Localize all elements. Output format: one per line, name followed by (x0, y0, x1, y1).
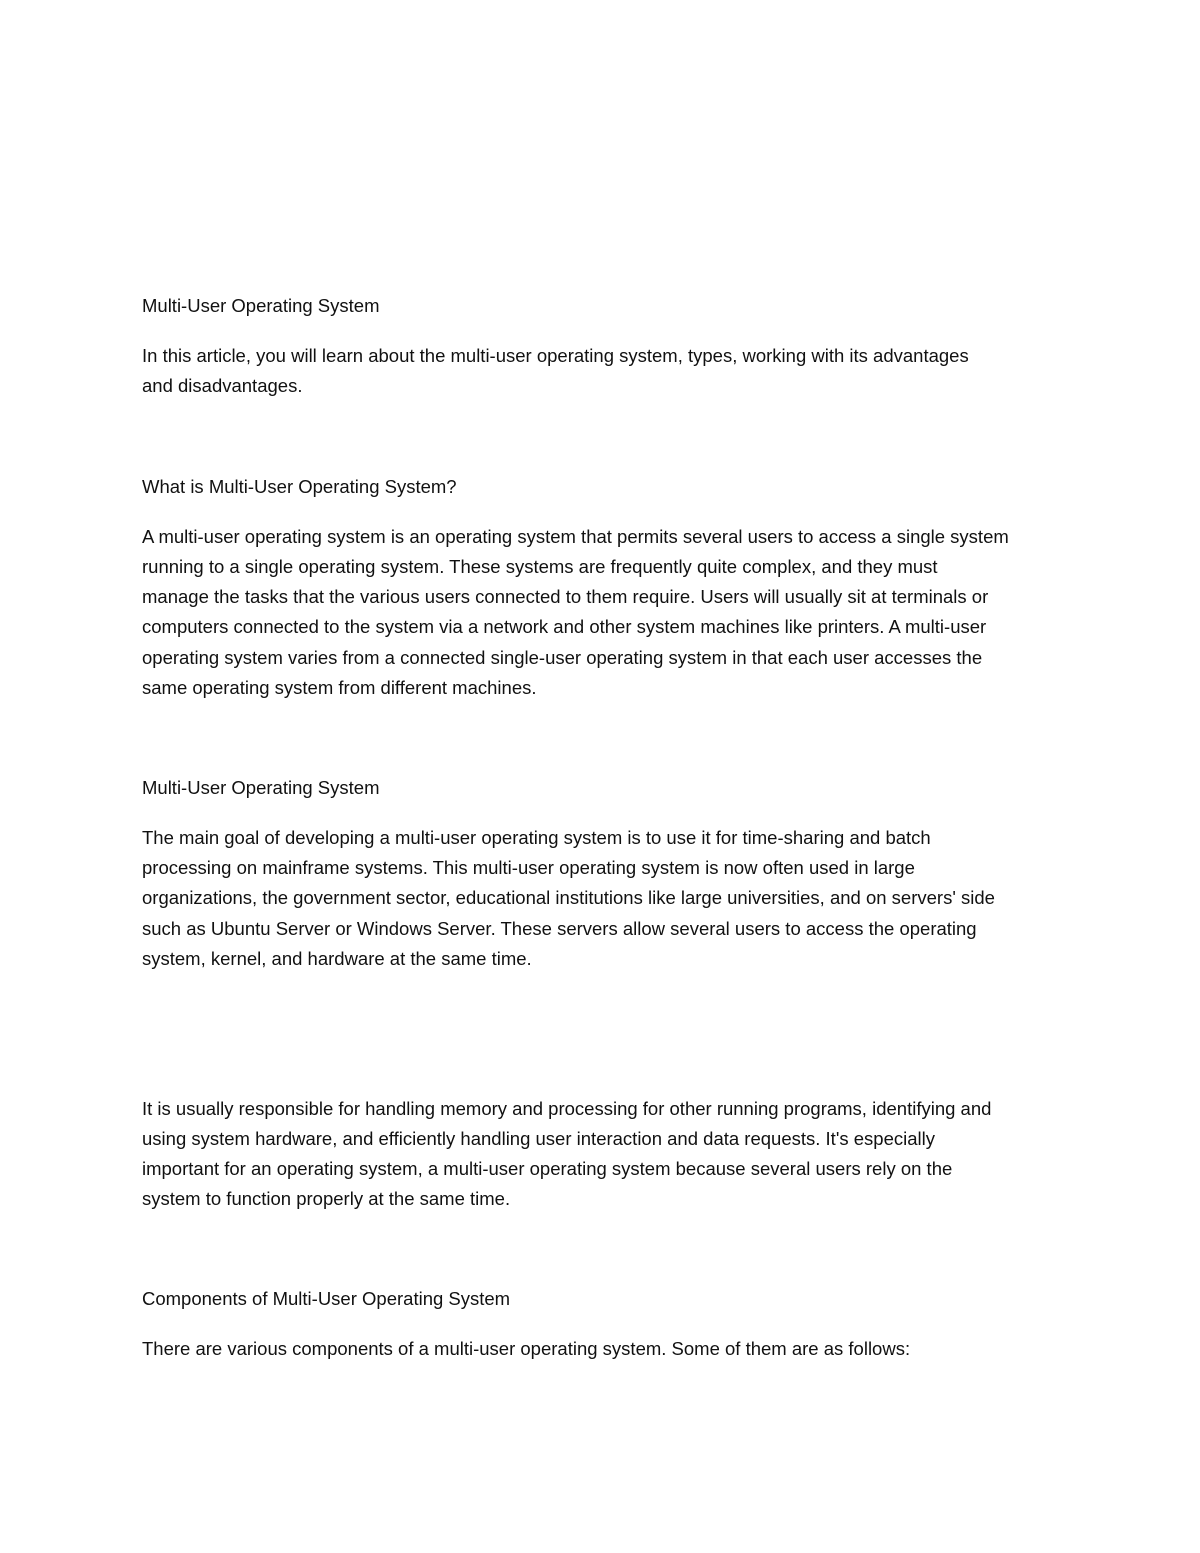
paragraph-line: operating system varies from a connected single-user operating system in that each user accesses the (142, 647, 983, 668)
paragraph-line: running to a single operating system. These systems are frequently quite complex, and they must (142, 556, 938, 577)
section-heading: What is Multi-User Operating System? (142, 476, 457, 497)
paragraph-line: There are various components of a multi-user operating system. Some of them are as follows: (142, 1338, 911, 1359)
paragraph-line: using system hardware, and efficiently handling user interaction and data requests. It's especially (142, 1128, 935, 1149)
paragraph-line: such as Ubuntu Server or Windows Server. These servers allow several users to access the operating (142, 918, 977, 939)
paragraph-line: In this article, you will learn about the multi-user operating system, types, working with its advantages (142, 345, 969, 366)
paragraph-line: system, kernel, and hardware at the same time. (142, 948, 532, 969)
paragraph-line: manage the tasks that the various users connected to them require. Users will usually sit at terminals or (142, 586, 989, 607)
paragraph-line: organizations, the government sector, educational institutions like large universities, and on servers' side (142, 887, 995, 908)
section-heading: Multi-User Operating System (142, 777, 380, 798)
paragraph-line: The main goal of developing a multi-user operating system is to use it for time-sharing and batch (142, 827, 931, 848)
paragraph-line: system to function properly at the same time. (142, 1188, 511, 1209)
paragraph-line: computers connected to the system via a network and other system machines like printers. A multi-user (142, 616, 987, 637)
paragraph-line: A multi-user operating system is an operating system that permits several users to access a single system (142, 526, 1009, 547)
paragraph-line: important for an operating system, a multi-user operating system because several users rely on the (142, 1158, 953, 1179)
paragraph-line: It is usually responsible for handling memory and processing for other running programs, identifying and (142, 1098, 992, 1119)
section-heading: Components of Multi-User Operating System (142, 1288, 511, 1309)
section-heading: Multi-User Operating System (142, 295, 380, 316)
paragraph-line: and disadvantages. (142, 375, 303, 396)
paragraph-line: same operating system from different machines. (142, 677, 537, 698)
paragraph-line: processing on mainframe systems. This multi-user operating system is now often used in large (142, 857, 915, 878)
